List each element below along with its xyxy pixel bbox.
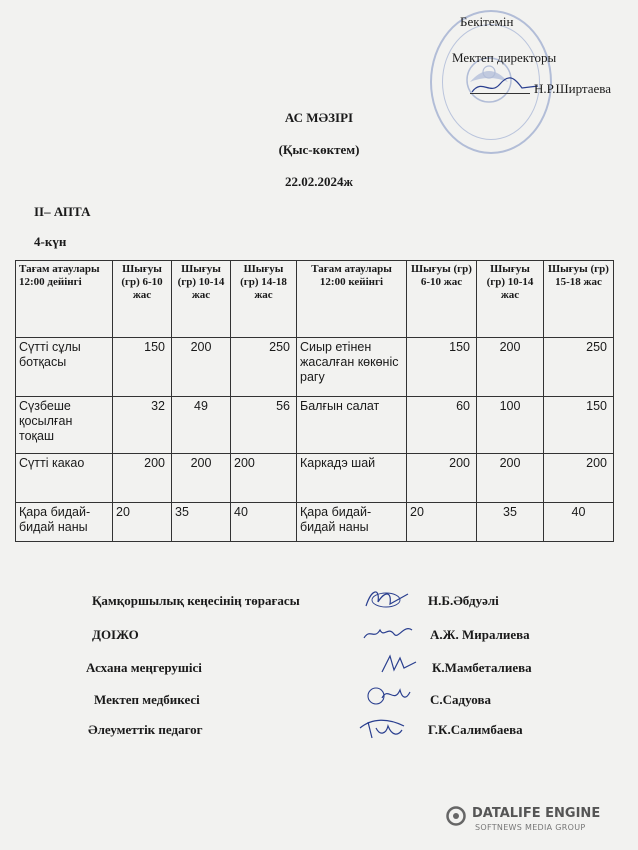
footer-brand: DATALIFE ENGINE xyxy=(472,806,601,821)
signature-mark-icon xyxy=(362,618,414,646)
portion-cell: 60 xyxy=(407,397,477,454)
approval-heading: Бекітемін xyxy=(460,14,514,29)
signer-role: Мектеп медбикесі xyxy=(94,692,200,707)
portion-cell: 40 xyxy=(544,503,614,542)
portion-cell: 56 xyxy=(231,397,297,454)
director-signature-icon xyxy=(470,74,540,98)
dish-name-cell: Каркадэ шай xyxy=(297,454,407,503)
signer-role: ДОІЖО xyxy=(92,627,139,642)
menu-table xyxy=(15,260,614,542)
dish-name-cell: Сүзбеше қосылған тоқаш xyxy=(16,397,113,454)
header-cell: Шығуы (гр) 6-10 жас xyxy=(407,261,477,338)
header-cell: Тағам атаулары 12:00 дейінгі xyxy=(16,261,113,338)
header-cell: Шығуы (гр) 15-18 жас xyxy=(544,261,614,338)
header-cell: Шығуы (гр) 10-14 жас xyxy=(477,261,544,338)
table-row xyxy=(16,397,614,454)
portion-cell: 35 xyxy=(477,503,544,542)
signature-mark-icon xyxy=(358,714,410,742)
portion-cell: 32 xyxy=(113,397,172,454)
portion-cell: 150 xyxy=(113,338,172,397)
signer-role: Асхана меңгерушісі xyxy=(86,660,202,675)
dish-name-cell: Қара бидай-бидай наны xyxy=(297,503,407,542)
signer-role: Қамқоршылық кеңесінің төрағасы xyxy=(92,593,300,608)
signer-name: Н.Б.Әбдуәлі xyxy=(428,593,499,608)
dish-name-cell: Қара бидай-бидай наны xyxy=(16,503,113,542)
portion-cell: 200 xyxy=(172,338,231,397)
portion-cell: 200 xyxy=(477,338,544,397)
portion-cell: 150 xyxy=(407,338,477,397)
approval-underline xyxy=(470,93,530,94)
dish-name-cell: Сиыр етінен жасалған көкөніс рагу xyxy=(297,338,407,397)
week-label: II– АПТА xyxy=(34,204,91,219)
portion-cell: 200 xyxy=(477,454,544,503)
header-cell: Тағам атаулары 12:00 кейінгі xyxy=(297,261,407,338)
director-name: Н.Р.Ширтаева xyxy=(534,81,612,96)
portion-cell: 200 xyxy=(172,454,231,503)
signature-mark-icon xyxy=(362,584,414,612)
portion-cell: 200 xyxy=(231,454,297,503)
signature-mark-icon xyxy=(362,680,414,708)
day-label: 4-күн xyxy=(34,234,67,249)
table-row xyxy=(16,338,614,397)
portion-cell: 35 xyxy=(172,503,231,542)
table-row xyxy=(16,503,614,542)
portion-cell: 20 xyxy=(407,503,477,542)
menu-date: 22.02.2024ж xyxy=(285,174,353,189)
signer-role: Әлеуметтік педагог xyxy=(88,722,203,737)
header-cell: Шығуы (гр) 6-10 жас xyxy=(113,261,172,338)
dish-name-cell: Сүтті сұлы ботқасы xyxy=(16,338,113,397)
portion-cell: 250 xyxy=(544,338,614,397)
table-row xyxy=(16,454,614,503)
approval-position: Мектеп директоры xyxy=(452,50,557,65)
portion-cell: 49 xyxy=(172,397,231,454)
dish-name-cell: Балғын салат xyxy=(297,397,407,454)
datalife-logo-icon xyxy=(446,806,466,826)
table-header-row xyxy=(16,261,614,338)
portion-cell: 200 xyxy=(407,454,477,503)
portion-cell: 40 xyxy=(231,503,297,542)
signer-name: А.Ж. Миралиева xyxy=(430,627,530,642)
season-subtitle: (Қыс-көктем) xyxy=(278,142,360,157)
signer-name: Г.К.Салимбаева xyxy=(428,722,523,737)
portion-cell: 200 xyxy=(544,454,614,503)
page-title: АС МӘЗІРІ xyxy=(284,110,354,125)
portion-cell: 20 xyxy=(113,503,172,542)
portion-cell: 200 xyxy=(113,454,172,503)
signer-name: К.Мамбеталиева xyxy=(432,660,532,675)
signer-name: С.Садуова xyxy=(430,692,491,707)
portion-cell: 150 xyxy=(544,397,614,454)
portion-cell: 250 xyxy=(231,338,297,397)
header-cell: Шығуы (гр) 14-18 жас xyxy=(231,261,297,338)
portion-cell: 100 xyxy=(477,397,544,454)
footer-subtitle: SOFTNEWS MEDIA GROUP xyxy=(475,823,586,832)
signature-mark-icon xyxy=(376,650,428,678)
header-cell: Шығуы (гр) 10-14 жас xyxy=(172,261,231,338)
dish-name-cell: Сүтті какао xyxy=(16,454,113,503)
